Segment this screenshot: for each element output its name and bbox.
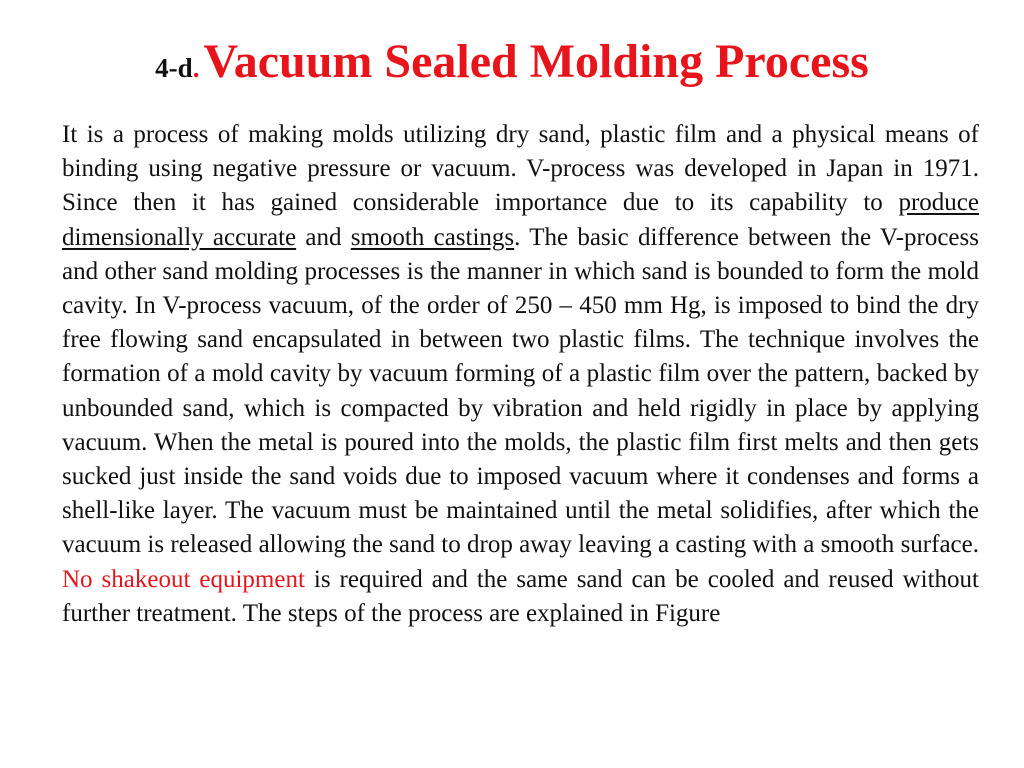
title-dot: . xyxy=(192,53,200,83)
slide-title xyxy=(0,30,1024,105)
section-number: 4-d xyxy=(155,53,193,83)
body-text-part-3: . The basic difference between the V-process and other sand molding processes is the manner in which sand is bounded to form the mold cavity. In V-process vacuum, of the order of 250 – 450 mm Hg, is imposed to bind the dry free flowing sand encapsulated in between two plastic films. The technique involves the formation of a mold cavity by vacuum forming of a plastic film over the pattern, backed by unbounded sand, which is compacted by vibration and held rigidly in place by applying vacuum. When the metal is poured into the molds, the plastic film first melts and then gets sucked just inside the sand voids due to imposed vacuum where it condenses and forms a shell-like layer. The vacuum must be maintained until the metal solidifies, after which the vacuum is released allowing the sand to drop away leaving a casting with a smooth surface. xyxy=(62,223,979,559)
underlined-phrase-dimensionally-accurate: produce dimensionally accurate xyxy=(62,189,979,251)
body-text-part-4: is required and the same sand can be cooled and reused without further treatment. The steps of the process are explained in Figure xyxy=(62,565,979,627)
body-paragraph xyxy=(62,118,979,631)
body-text-part-1: It is a process of making molds utilizing dry sand, plastic film and a physical means of binding using negative pressure or vacuum. V-process was developed in Japan in 1971. Since then it has gained considerable importance due to its capability to xyxy=(62,121,979,217)
body-text-part-2: and xyxy=(296,223,351,251)
underlined-phrase-smooth-castings: smooth castings xyxy=(350,223,515,251)
title-text: Vacuum Sealed Molding Process xyxy=(203,35,869,88)
highlighted-phrase-no-shakeout: No shakeout equipment xyxy=(62,565,305,593)
